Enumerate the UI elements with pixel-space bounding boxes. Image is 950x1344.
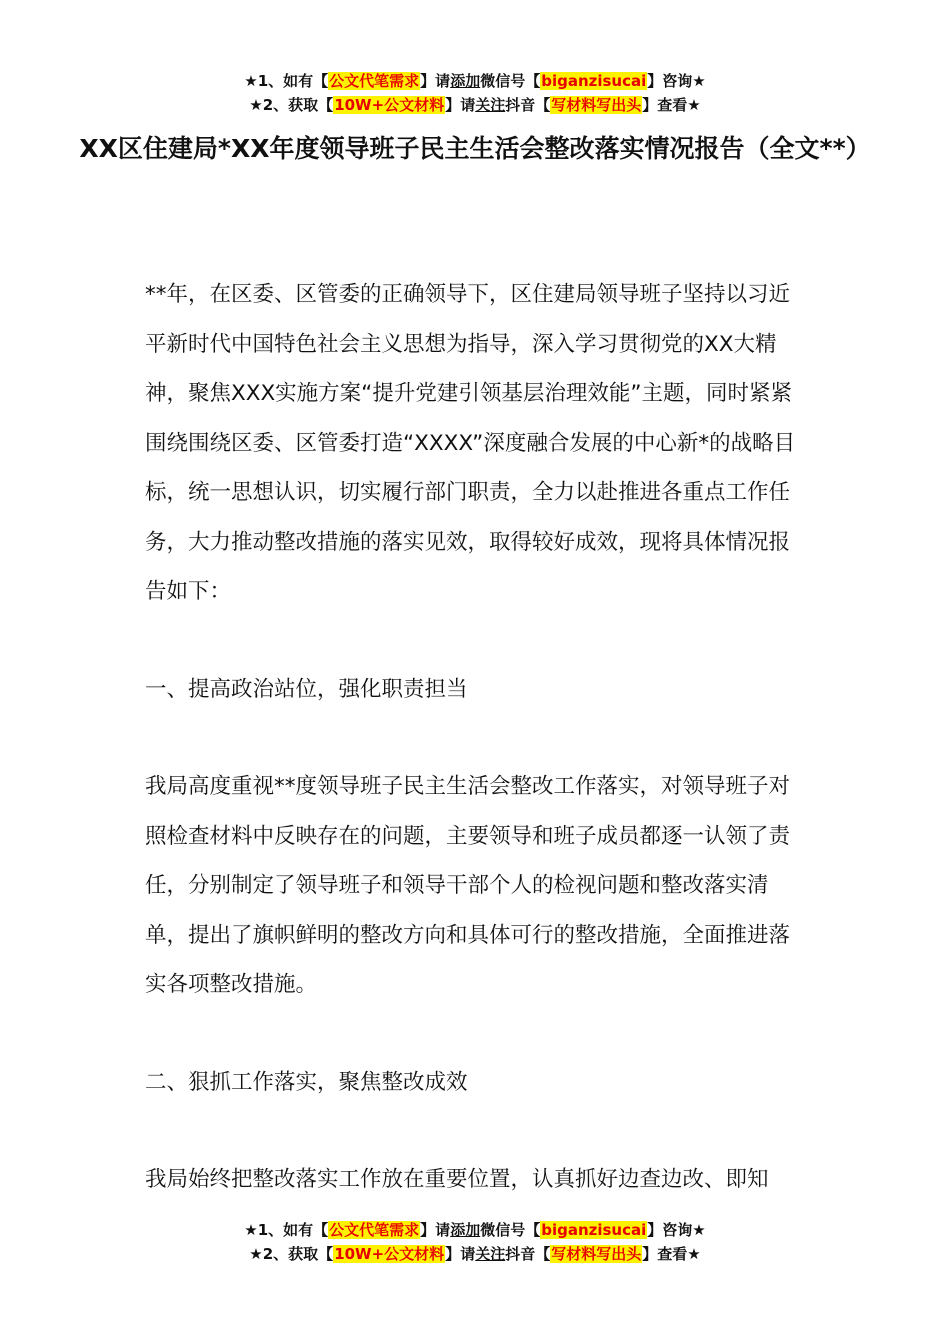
banner-text: 】咨询★ xyxy=(647,72,706,90)
banner-text: ★2、获取【 xyxy=(249,1245,334,1263)
banner-text: ★1、如有【 xyxy=(244,72,329,90)
banner-line-1 xyxy=(0,69,950,93)
section-heading-2: 二、狠抓工作落实，聚焦整改成效 xyxy=(145,1069,468,1095)
banner-text: 微信号【 xyxy=(480,1221,541,1239)
banner-text: ★1、如有【 xyxy=(244,1221,329,1239)
top-banner xyxy=(0,69,950,117)
banner-line-1 xyxy=(0,1218,950,1242)
banner-underlined: 添加 xyxy=(450,1221,481,1239)
banner-highlight: 10W+公文材料 xyxy=(334,1245,445,1263)
banner-underlined: 关注 xyxy=(475,1245,506,1263)
banner-highlight: 写材料写出头 xyxy=(551,1245,642,1263)
banner-text: ★2、获取【 xyxy=(249,96,334,114)
banner-underlined: 关注 xyxy=(475,96,506,114)
banner-highlight: biganzisucai xyxy=(541,1221,647,1239)
banner-text: 】请 xyxy=(445,1245,476,1263)
paragraph-intro: **年，在区委、区管委的正确领导下，区住建局领导班子坚持以习近平新时代中国特色社会主义思想为指导，深入学习贯彻党的XX大精神，聚焦XXX实施方案“提升党建引领基层治理效能”主题，同时紧紧围绕围绕区委、区管委打造“XXXX”深度融合发展的中心新*的战略目标，统一思想认识，切实履行部门职责，全力以赴推进各重点工作任务，大力推动整改措施的落实见效，取得较好成效，现将具体情况报告如下： xyxy=(145,282,796,604)
banner-highlight: 10W+公文材料 xyxy=(334,96,445,114)
paragraph-section-2: 我局始终把整改落实工作放在重要位置，认真抓好边查边改、即知 xyxy=(145,1167,769,1192)
banner-text: 】请 xyxy=(445,96,476,114)
document-title: XX区住建局*XX年度领导班子民主生活会整改落实情况报告（全文**） xyxy=(79,134,871,163)
paragraph-section-1: 我局高度重视**度领导班子民主生活会整改工作落实，对领导班子对照检查材料中反映存在的问题，主要领导和班子成员都逐一认领了责任，分别制定了领导班子和领导干部个人的检视问题和整改落实清单，提出了旗帜鲜明的整改方向和具体可行的整改措施，全面推进落实各项整改措施。 xyxy=(145,774,791,997)
banner-highlight: biganzisucai xyxy=(541,72,647,90)
banner-highlight: 公文代笔需求 xyxy=(329,1221,420,1239)
document-body xyxy=(145,270,810,1205)
banner-line-2 xyxy=(0,93,950,117)
banner-text: 抖音【 xyxy=(505,1245,551,1263)
banner-text: 】查看★ xyxy=(642,96,701,114)
banner-text: 】请 xyxy=(420,72,451,90)
banner-highlight: 写材料写出头 xyxy=(551,96,642,114)
banner-highlight: 公文代笔需求 xyxy=(329,72,420,90)
bottom-banner xyxy=(0,1218,950,1266)
banner-text: 】请 xyxy=(420,1221,451,1239)
banner-text: 抖音【 xyxy=(505,96,551,114)
section-heading-1: 一、提高政治站位，强化职责担当 xyxy=(145,676,468,702)
banner-text: 】查看★ xyxy=(642,1245,701,1263)
banner-underlined: 添加 xyxy=(450,72,481,90)
banner-line-2 xyxy=(0,1242,950,1266)
banner-text: 】咨询★ xyxy=(647,1221,706,1239)
banner-text: 微信号【 xyxy=(480,72,541,90)
